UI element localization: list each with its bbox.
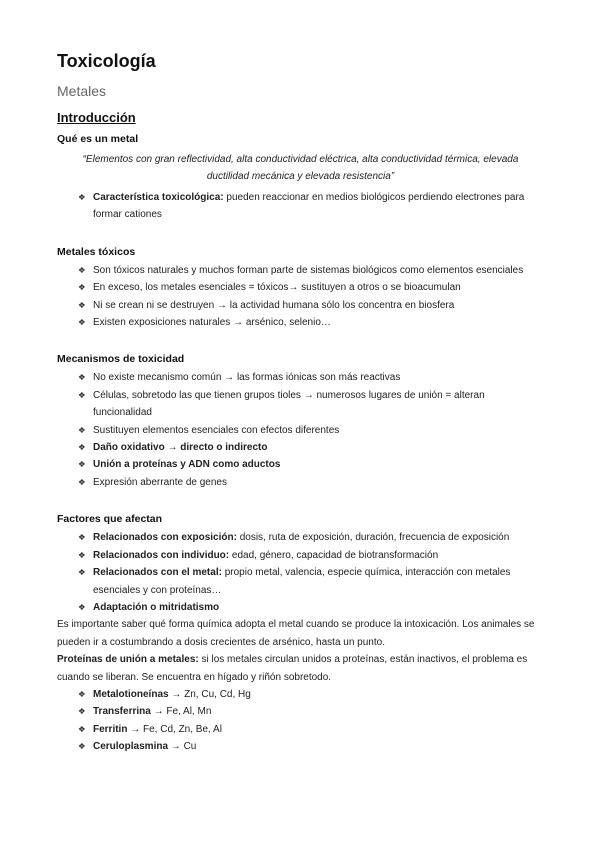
metal-definition-quote: “Elementos con gran reflectividad, alta conductividad eléctrica, alta conductividad térmica, elevada ductilidad mecánica y elevada resistencia” xyxy=(82,154,519,182)
list-item-bold-label: Transferrina xyxy=(93,706,151,718)
list-item-text: → Fe, Al, Mn xyxy=(150,706,212,718)
list-item xyxy=(78,686,544,703)
list-item-bold-label: Ceruloplasmina xyxy=(93,741,169,753)
list-item-bold-label: Relacionados con el metal: xyxy=(93,567,222,579)
document-subtitle: Metales xyxy=(57,83,107,99)
binding-proteins-label: Proteínas de unión a metales: xyxy=(57,654,199,666)
list-item-bold-label: Relacionados con exposición: xyxy=(93,532,237,544)
list-item-bold-label: Ferritin xyxy=(93,723,128,735)
paragraph-binding-proteins xyxy=(57,651,544,686)
list-item-text: Sustituyen elementos esenciales con efectos diferentes xyxy=(93,424,340,436)
list-item-text: Expresión aberrante de genes xyxy=(93,476,227,488)
list-item-text: Ni se crean ni se destruyen → la actividad humana sólo los concentra en biosfera xyxy=(93,299,455,311)
paragraph-chemical-form: Es importante saber qué forma química adopta el metal cuando se produce la intoxicación. Los animales se pueden ir a costumbrando a dosis crecientes de arsénico, hasta un punto. xyxy=(57,619,535,648)
diamond-bullet-icon: ❖ xyxy=(78,706,86,717)
diamond-bullet-icon: ❖ xyxy=(78,723,86,734)
factors-bullet-list xyxy=(57,529,544,616)
list-item-bold-label: Característica toxicológica: xyxy=(93,192,224,203)
list-item-text: → Zn, Cu, Cd, Hg xyxy=(168,688,251,700)
list-item-bold-label: Relacionados con individuo: xyxy=(93,549,230,561)
list-item-text: Son tóxicos naturales y muchos forman parte de sistemas biológicos como elementos esenciales xyxy=(93,264,524,276)
list-item-text: No existe mecanismo común → las formas iónicas son más reactivas xyxy=(93,372,401,384)
list-item xyxy=(78,297,544,314)
list-item xyxy=(78,564,544,599)
list-item-text: → Fe, Cd, Zn, Be, Al xyxy=(127,723,222,735)
diamond-bullet-icon: ❖ xyxy=(78,476,86,487)
diamond-bullet-icon: ❖ xyxy=(78,741,86,752)
list-item xyxy=(78,703,544,720)
list-item xyxy=(78,439,544,456)
list-item xyxy=(78,599,544,616)
list-item xyxy=(78,279,544,296)
list-item xyxy=(78,387,544,422)
list-item-bold-label: Metalotioneínas xyxy=(93,688,169,700)
diamond-bullet-icon: ❖ xyxy=(78,532,86,543)
diamond-bullet-icon: ❖ xyxy=(78,299,86,310)
diamond-bullet-icon: ❖ xyxy=(78,424,86,435)
list-item xyxy=(78,262,544,279)
diamond-bullet-icon: ❖ xyxy=(78,601,86,612)
diamond-bullet-icon: ❖ xyxy=(78,282,86,293)
diamond-bullet-icon: ❖ xyxy=(78,567,86,578)
diamond-bullet-icon: ❖ xyxy=(78,372,86,383)
diamond-bullet-icon: ❖ xyxy=(78,264,86,275)
intro-bullet-list xyxy=(57,189,544,224)
list-item xyxy=(78,369,544,386)
list-item xyxy=(78,738,544,755)
diamond-bullet-icon: ❖ xyxy=(78,192,86,202)
list-item-text: → Cu xyxy=(168,741,197,753)
subheading-mecanismos-de-toxicidad: Mecanismos de toxicidad xyxy=(57,353,185,366)
list-item-text: pueden reaccionar en medios biológicos perdiendo electrones para formar cationes xyxy=(93,192,525,221)
list-item-text: propio metal, valencia, especie química, interacción con metales esenciales y con proteínas… xyxy=(93,567,511,596)
list-item-text: En exceso, los metales esenciales = tóxicos→ sustituyen a otros o se bioacumulan xyxy=(93,282,461,294)
binding-proteins-text: si los metales circulan unidos a proteínas, están inactivos, el problema es cuando se liberan. Se encuentra en hígado y riñón sobretodo. xyxy=(57,654,528,683)
list-item xyxy=(78,721,544,738)
subheading-que-es-un-metal: Qué es un metal xyxy=(57,133,139,145)
list-item xyxy=(78,422,544,439)
diamond-bullet-icon: ❖ xyxy=(78,317,86,328)
list-item-text: Células, sobretodo las que tienen grupos tioles → numerosos lugares de unión = alteran funcionalidad xyxy=(93,389,485,419)
diamond-bullet-icon: ❖ xyxy=(78,549,86,560)
list-item-bold-label: Unión a proteínas y ADN como aductos xyxy=(93,459,281,471)
subheading-factores-que-afectan: Factores que afectan xyxy=(57,513,163,526)
list-item-bold-label: Adaptación o mitridatismo xyxy=(93,601,220,613)
document-title: Toxicología xyxy=(57,51,156,71)
list-item xyxy=(78,529,544,546)
list-item xyxy=(78,189,544,224)
list-item xyxy=(78,474,544,491)
list-item-text: edad, género, capacidad de biotransformación xyxy=(229,549,439,561)
list-item xyxy=(78,547,544,564)
section-heading-introduccion: Introducción xyxy=(57,110,136,125)
diamond-bullet-icon: ❖ xyxy=(78,459,86,470)
diamond-bullet-icon: ❖ xyxy=(78,442,86,453)
diamond-bullet-icon: ❖ xyxy=(78,688,86,699)
diamond-bullet-icon: ❖ xyxy=(78,389,86,400)
list-item-bold-label: Daño oxidativo → directo o indirecto xyxy=(93,442,268,454)
list-item-text: Existen exposiciones naturales → arsénico, selenio… xyxy=(93,317,331,329)
subheading-metales-toxicos: Metales tóxicos xyxy=(57,245,136,258)
list-item-text: dosis, ruta de exposición, duración, frecuencia de exposición xyxy=(236,532,510,544)
list-item xyxy=(78,456,544,473)
list-item xyxy=(78,314,544,331)
toxic-metals-bullet-list xyxy=(57,262,544,332)
mechanisms-bullet-list xyxy=(57,369,544,491)
proteins-bullet-list xyxy=(57,686,544,756)
